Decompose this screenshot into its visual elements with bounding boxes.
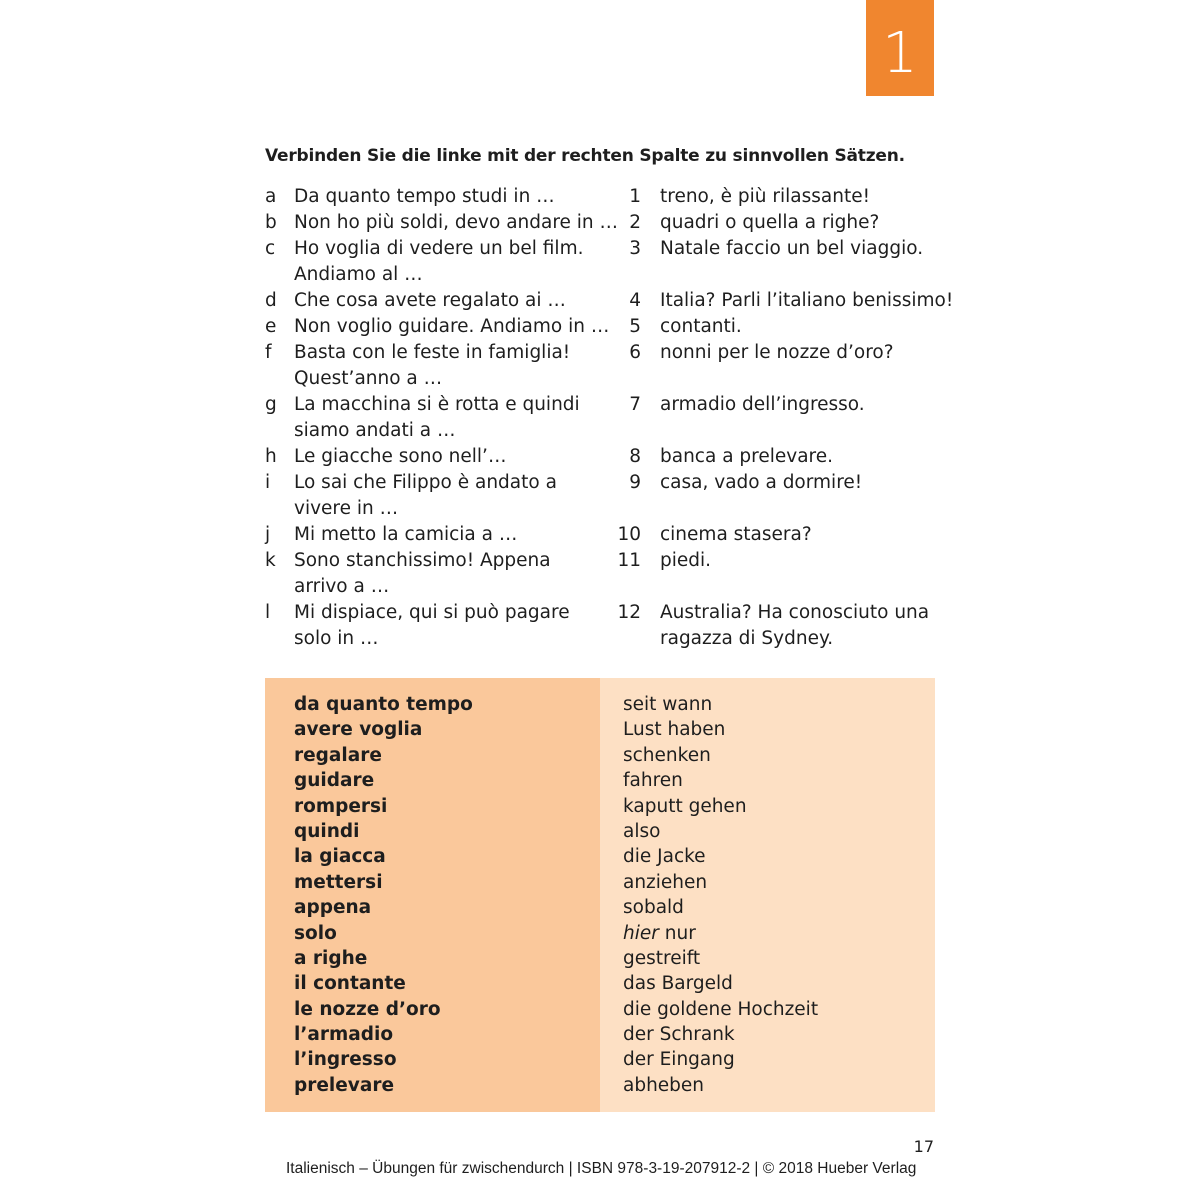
right-item-number: 2 (629, 212, 641, 233)
right-item-number: 10 (617, 524, 641, 545)
vocab-german: sobald (623, 897, 684, 919)
left-item-letter: b (265, 212, 277, 233)
exercise-row (265, 418, 945, 444)
left-item-letter: a (265, 186, 277, 207)
vocab-german: die goldene Hochzeit (623, 998, 819, 1020)
left-item-text: Mi dispiace, qui si può pagare (294, 602, 570, 623)
exercise-row (265, 470, 945, 496)
right-item-text: contanti. (660, 316, 742, 337)
left-item-letter: i (265, 472, 271, 493)
left-item-text: Da quanto tempo studi in … (294, 186, 555, 207)
right-item-number: 11 (617, 550, 641, 571)
right-item-text: armadio dell’ingresso. (660, 394, 865, 415)
matching-exercise (265, 184, 954, 652)
exercise-row (265, 548, 945, 574)
exercise-row (265, 600, 945, 626)
vocab-german: also (623, 820, 661, 842)
vocab-italian: le nozze d’oro (294, 998, 441, 1020)
exercise-row (265, 392, 945, 418)
right-item-number: 6 (629, 342, 641, 363)
vocabulary-italian-column (265, 678, 600, 1112)
left-item-text: siamo andati a … (294, 420, 456, 441)
left-item-text: Non voglio guidare. Andiamo in … (294, 316, 610, 337)
vocab-german: die Jacke (623, 846, 706, 868)
vocab-italian: solo (294, 922, 337, 944)
right-item-text: nonni per le nozze d’oro? (660, 342, 894, 363)
exercise-row (265, 522, 945, 548)
right-item-text: casa, vado a dormire! (660, 472, 863, 493)
vocab-german: fahren (623, 770, 683, 792)
exercise-row (265, 184, 945, 210)
right-item-text: Australia? Ha conosciuto una (660, 602, 930, 623)
left-item-letter: g (265, 394, 277, 415)
exercise-row (265, 210, 945, 236)
vocab-german: schenken (623, 744, 711, 766)
left-item-letter: h (265, 446, 277, 467)
vocab-german: abheben (623, 1074, 705, 1096)
left-item-letter: f (265, 342, 272, 363)
right-item-number: 12 (617, 602, 641, 623)
exercise-row (265, 574, 945, 600)
left-item-text: Lo sai che Filippo è andato a (294, 472, 557, 493)
right-item-text: treno, è più rilassante! (660, 186, 871, 207)
right-item-number: 4 (629, 290, 641, 311)
right-item-number: 1 (629, 186, 641, 207)
chapter-number-tab: 1 (866, 0, 934, 96)
exercise-row (265, 262, 945, 288)
right-item-text: cinema stasera? (660, 524, 812, 545)
left-item-text: Quest’anno a … (294, 368, 443, 389)
vocab-german: Lust haben (623, 719, 726, 741)
left-item-text: Non ho più soldi, devo andare in … (294, 212, 619, 233)
left-item-text: Sono stanchissimo! Appena (294, 550, 551, 571)
right-item-number: 3 (629, 238, 641, 259)
vocab-italian: la giacca (294, 846, 386, 868)
vocab-italian: a righe (294, 947, 368, 969)
vocab-german-text: nur (664, 922, 696, 944)
vocab-italian: prelevare (294, 1074, 395, 1096)
left-item-letter: c (265, 238, 276, 259)
vocab-german: anziehen (623, 871, 708, 893)
right-item-number: 8 (629, 446, 641, 467)
vocab-italian: avere voglia (294, 719, 423, 741)
vocab-italian: quindi (294, 820, 360, 842)
left-item-text: Mi metto la camicia a … (294, 524, 518, 545)
right-item-text: ragazza di Sydney. (660, 628, 834, 649)
left-item-letter: j (265, 524, 271, 545)
left-item-text: Che cosa avete regalato ai … (294, 290, 566, 311)
right-item-text: quadri o quella a righe? (660, 212, 880, 233)
left-item-text: vivere in … (294, 498, 399, 519)
vocab-german: kaputt gehen (623, 795, 747, 817)
vocab-german: das Bargeld (623, 973, 733, 995)
vocab-italian: il contante (294, 973, 406, 995)
page-number: 17 (913, 1137, 934, 1156)
vocab-german: der Schrank (623, 1024, 735, 1046)
left-item-text: arrivo a … (294, 576, 390, 597)
right-item-number: 5 (629, 316, 641, 337)
vocab-german-note: hier (623, 922, 659, 944)
vocab-german: seit wann (623, 694, 713, 715)
right-item-text: Italia? Parli l’italiano benissimo! (660, 290, 954, 311)
right-item-number: 7 (629, 394, 641, 415)
right-item-text: banca a prelevare. (660, 446, 834, 467)
footer-citation: Italienisch – Übungen für zwischendurch | ISBN 978-3-19-207912-2 | © 2018 Hueber Verlag (286, 1160, 917, 1177)
left-item-letter: l (265, 602, 271, 623)
left-item-letter: k (265, 550, 276, 571)
exercise-row (265, 496, 945, 522)
left-item-text: La macchina si è rotta e quindi (294, 394, 580, 415)
vocab-german: gestreift (623, 947, 701, 969)
left-item-text: solo in … (294, 628, 379, 649)
vocabulary-box (265, 678, 935, 1112)
exercise-instruction: Verbinden Sie die linke mit der rechten Spalte zu sinnvollen Sätzen. (265, 146, 905, 166)
right-item-text: piedi. (660, 550, 712, 571)
vocab-italian: rompersi (294, 795, 388, 817)
left-item-letter: d (265, 290, 277, 311)
vocab-italian: l’armadio (294, 1024, 394, 1046)
exercise-row (265, 366, 945, 392)
vocab-german (623, 921, 935, 946)
vocab-german: der Eingang (623, 1049, 735, 1071)
exercise-row (265, 236, 945, 262)
left-item-text: Basta con le feste in famiglia! (294, 342, 571, 363)
vocabulary-german-column (600, 678, 935, 1112)
exercise-row (265, 444, 945, 470)
vocab-italian: l’ingresso (294, 1049, 397, 1071)
exercise-row (265, 314, 945, 340)
left-item-text: Ho voglia di vedere un bel film. (294, 238, 584, 259)
vocab-italian: regalare (294, 744, 382, 766)
vocab-italian: guidare (294, 770, 375, 792)
vocab-italian: appena (294, 897, 372, 919)
exercise-row (265, 288, 954, 314)
exercise-row (265, 626, 945, 652)
left-item-text: Le giacche sono nell’… (294, 446, 507, 467)
right-item-number: 9 (629, 472, 641, 493)
exercise-row (265, 340, 945, 366)
right-item-text: Natale faccio un bel viaggio. (660, 238, 924, 259)
left-item-letter: e (265, 316, 277, 337)
vocab-italian: da quanto tempo (294, 694, 473, 715)
left-item-text: Andiamo al … (294, 264, 423, 285)
vocab-italian: mettersi (294, 871, 383, 893)
